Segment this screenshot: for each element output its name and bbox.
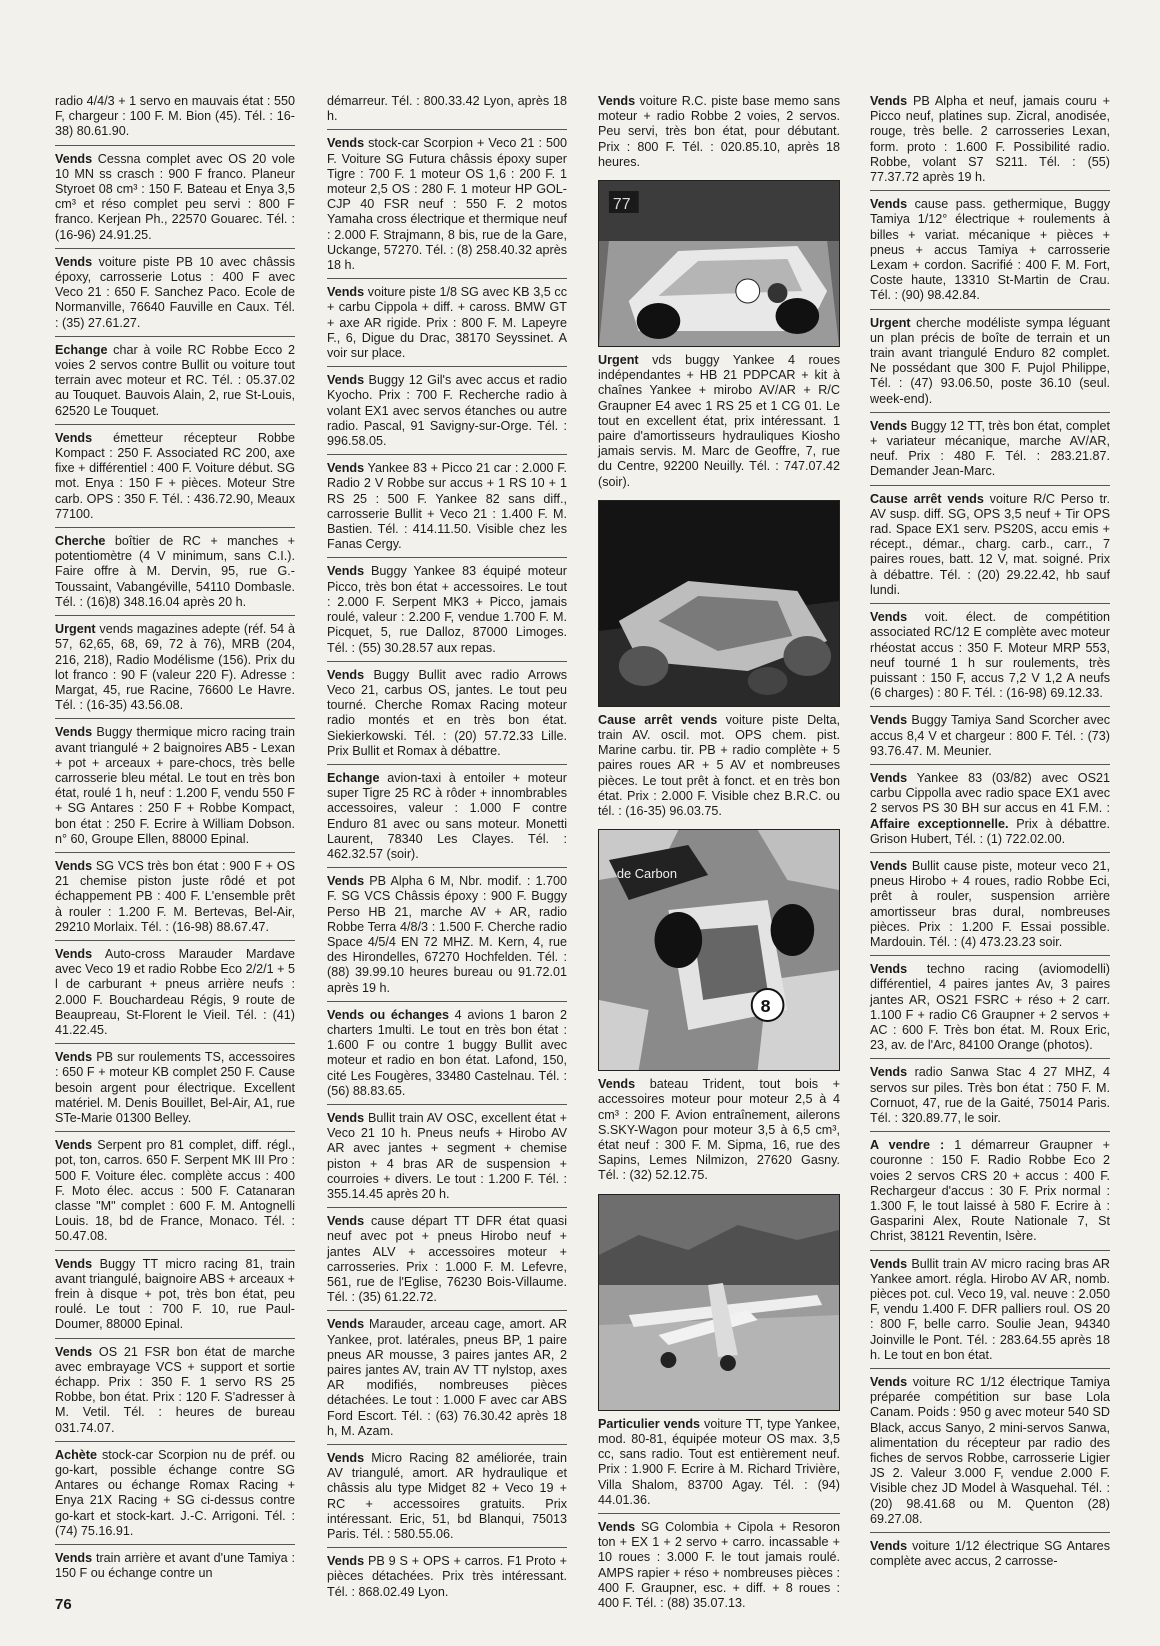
classified-ad — [55, 425, 295, 528]
ad-keyword: Echange — [327, 770, 380, 785]
classified-ad — [327, 558, 567, 661]
classified-ad — [55, 528, 295, 616]
classified-ad — [327, 868, 567, 1002]
ad-body: Yankee 83 (03/82) avec OS21 carbu Cippolla avec radio space EX1 avec 2 servos PS 30 BH sur accus en 41 F.M. : — [870, 770, 1110, 816]
ad-text — [870, 1138, 1110, 1244]
ad-keyword: Vends — [55, 1256, 93, 1271]
classified-ad — [870, 1251, 1110, 1369]
classified-ad — [327, 662, 567, 765]
ad-text — [327, 1451, 567, 1542]
classified-ad — [870, 707, 1110, 765]
classified-ad — [55, 1339, 295, 1442]
ad-text — [55, 1257, 295, 1333]
ad-text — [327, 564, 567, 655]
classified-ad — [55, 337, 295, 425]
classified-ad — [55, 719, 295, 853]
ad-body: stock-car Scorpion + Veco 21 : 500 F. Voiture SG Futura châssis époxy super Tigre : 700 F. 1 moteur OS 1,6 : 200 F. 1 moteur 2,5 OS : 280 F. 1 moteur HP GOL-CJP 40 FSR neuf : 550 F. 2 motos Yamaha cross électrique et thermique neuf : 2.000 F. Strajmann, 8 bis, rue de la Gare, Uckange, 57270. Tél. : (8) 258.40.32 après 18 h. — [327, 136, 567, 273]
ad-keyword: Vends — [870, 1539, 908, 1554]
photo-model-plane — [598, 1194, 840, 1411]
photo-buggy-night — [598, 500, 840, 707]
ad-keyword: Vends ou échanges — [327, 1007, 449, 1022]
column-2 — [327, 94, 567, 1605]
ad-text — [55, 947, 295, 1038]
ad-body: avion-taxi à entoiler + moteur super Tigre 25 RC à rôder + innombrables accessoires, valeur : 1.000 F contre Enduro 81 avec ou sans moteur. Monetti Laurent, 78340 Les Clayes. Tél. : 462.32.57 (soir). — [327, 770, 567, 861]
ad-keyword: Urgent — [55, 622, 96, 637]
ad-text — [870, 1257, 1110, 1363]
ad-text — [55, 725, 295, 847]
ad-body: voiture R.C. piste base memo sans moteur + radio Robbe 2 voies, 2 servos. Peu servi, très bon état, pour débutant. Prix : 800 F. Tél. : 020.85.10, après 18 heures. — [598, 94, 840, 169]
ad-keyword: Vends — [327, 667, 365, 682]
classified-ad — [55, 941, 295, 1044]
ad-body: Prix à débattre. Grison Hubert, Tél. : (1) 722.02.00. — [870, 816, 1111, 846]
classified-ad — [870, 1369, 1110, 1533]
ad-text — [327, 771, 567, 862]
classified-ad — [327, 367, 567, 455]
ad-keyword: Vends — [327, 461, 365, 476]
ad-body: 1 démarreur Graupner + couronne : 150 F. Radio Robbe Eco 2 voies 2 servos CRS 20 + accus : 400 F. Rechargeur d'accus : 30 F. Prix normal : 1.300 F, le tout laissé à 580 F. Ecrire à : Gasparini Alex, Route Nationale 7, St Christ, 38121 Reventin, Isère. — [870, 1138, 1110, 1244]
ad-body: voiture TT, type Yankee, mod. 80-81, équipée moteur OS max. 3,5 cc, sans radio. Tout est entièrement neuf. Prix : 1.900 F. Ecrire à M. Richard Trivière, Villa Shalom, 83700 Agay. Tél. : (94) 44.01.36. — [598, 1416, 840, 1507]
ad-body: Cessna complet avec OS 20 vole 10 MN ss crasch : 900 F franco. Planeur Styroet 08 cm³ : 150 F. Bateau et Enya 3,5 cm³ et réso complet peu servi : 800 F franco. Kerjean Ph., 22570 Gouarec. Tél. : (16-96) 24.91.25. — [55, 151, 295, 242]
classified-ad — [870, 765, 1110, 853]
ad-keyword: Vends — [55, 151, 93, 166]
ad-text — [870, 859, 1110, 950]
ad-text — [55, 1138, 295, 1244]
ad-body: boîtier de RC + manches + potentiomètre (4 V minimum, sans C.I.). Faire offre à M. Dervin, 95, rue G.-Toussaint, Vabangéville, 54110 Dombasle. Tél. : (16)8) 348.16.04 après 20 h. — [55, 534, 295, 609]
ad-text — [870, 419, 1110, 480]
ad-body: vends magazines adepte (réf. 54 à 57, 62,65, 68, 69, 72 à 76), MRB (204, 216, 218), Radio Modélisme (156). Prix du lot franco : 90 F (valeur 220 F). Adresse : Margat, 45, rue Racine, 76600 Le Havre. Tél. : (16-35) 43.56.08. — [55, 622, 295, 713]
ad-body: char à voile RC Robbe Ecco 2 voies 2 servos contre Bullit ou voiture tout terrain avec moteur et RC. Tél. : 05.37.02 au Touquet. Bauvois Alain, 2, rue St-Louis, 62520 Le Touquet. — [55, 342, 295, 418]
ad-keyword: Vends — [55, 1050, 93, 1065]
ad-text — [55, 431, 295, 522]
classified-ad — [870, 1059, 1110, 1132]
classified-ad — [870, 604, 1110, 707]
classified-ad — [55, 94, 295, 146]
ad-body: Buggy Yankee 83 équipé moteur Picco, très bon état + accessoires. Le tout : 2.000 F. Serpent MK3 + Picco, jamais roulé, valeur : 2.200 F, vendue 1.700 F. M. Picquet, 5, rue Dalloz, 87000 Limoges. Tél. : (55) 30.28.57 aux repas. — [327, 564, 567, 655]
classified-ad — [598, 713, 840, 824]
ad-keyword: Vends — [327, 285, 365, 300]
ad-body: PB sur roulements TS, accessoires : 650 F + moteur KB complet 250 F. Cause besoin argent pour électrique. Excellent matériel. M. Denis Bouillet, Bel-Air, A1, rue STe-Marie 01300 Belley. — [55, 1050, 295, 1125]
ad-keyword: Vends — [55, 430, 93, 445]
classified-ad — [327, 1548, 567, 1605]
ad-keyword: Vends — [870, 94, 908, 108]
ad-text — [870, 492, 1110, 598]
ad-body: voiture piste Delta, train AV. oscil. mot. OPS chem. pist. Marine carbu. tir. PB + radio complète + 5 paires roues AR + 5 AV et nombreuses pièces. Le tout prêt à fonct. et en très bon état. Prix : 2.000 F. Visible chez B.R.C. ou tél. : (16-35) 96.03.75. — [598, 712, 840, 819]
ad-keyword: Vends — [870, 962, 908, 977]
classified-ad — [327, 1002, 567, 1105]
ad-text — [55, 859, 295, 935]
classified-ad — [55, 616, 295, 719]
ad-body: Bullit train AV OSC, excellent état + Veco 21 10 h. Pneus neufs + Hirobo AV AR avec jantes + segment + chemise piston + 4 bras AR de suspension + courroies + divers. Le tout : 1.200 F. Tél. : 355.14.45 après 20 h. — [327, 1110, 567, 1201]
ad-text — [870, 197, 1110, 303]
ad-body: voit. élect. de compétition associated RC/12 E complète avec moteur rhéostat accus : 350 F. Moteur MRP 553, neuf tourné 1 h sur roulements, très puissant : 150 F, accus 7,2 V 1,2 A neufs (6 charges) : 80 F. Tél. : (16-98) 69.12.33. — [870, 610, 1110, 701]
photo-race-car — [598, 180, 840, 347]
photo-banner-text: de Carbon — [616, 866, 678, 882]
ad-keyword: Vends — [55, 1138, 93, 1153]
ad-text — [870, 771, 1110, 847]
ad-text — [327, 1317, 567, 1439]
ad-keyword: Cause arrêt vends — [598, 712, 718, 727]
classified-ad — [870, 413, 1110, 486]
column-1 — [55, 94, 295, 1586]
classified-ad — [327, 1105, 567, 1208]
ad-body: train arrière et avant d'une Tamiya : 150 F ou échange contre un — [55, 1551, 295, 1581]
ad-body: vds buggy Yankee 4 roues indépendantes + HB 21 PDPCAR + kit à chaînes Yankee + mirobo AV/AR + R/C Graupner E4 avec 1 RS 25 et 1 CG 01. Le tout en excellent état, prix intéressant. 1 paire d'amortisseurs hydrauliques Kiosho jamais servis. M. Marc de Geoffre, 7, rue du Centre, 92200 Neuilly. Tél. : 747.07.42 (soir). — [598, 353, 840, 489]
ad-body: voiture 1/12 électrique SG Antares complète avec accus, 2 carrosse- — [870, 1539, 1110, 1569]
ad-text — [870, 316, 1110, 407]
ad-highlight: Affaire exceptionnelle. — [870, 816, 1009, 831]
ad-text — [870, 610, 1110, 701]
ad-body: OS 21 FSR bon état de marche avec embrayage VCS + support et sortie échapp. Prix : 350 F. 1 servo RS 25 Robbe, bon état. Prix : 120 F. S'adresser à M. Vetil. Tél. : heures de bureau 031.74.07. — [55, 1344, 295, 1435]
ad-body: Auto-cross Marauder Mardave avec Veco 19 et radio Robbe Eco 2/2/1 + 5 l de carburant + pneus arrière neufs : 2.000 F. Bouchardeau Régis, 9 route de Beaupreau, St-Florent le Vieil. Tél. : (41) 41.22.45. — [55, 946, 295, 1037]
ad-keyword: Vends — [327, 1317, 365, 1332]
classified-ad — [327, 279, 567, 367]
ad-text — [55, 255, 295, 331]
ad-body: Micro Racing 82 améliorée, train AV triangulé, amort. AR hydraulique et châssis alu type Midget 82 + Veco 19 + RC + accessoires gratuits. Prix intéressant. Eric, 51, bd Blanqui, 75013 Paris. Tél. : 580.55.06. — [327, 1451, 567, 1542]
ad-keyword: Vends — [870, 770, 908, 785]
ad-text — [55, 343, 295, 419]
classified-ad — [870, 310, 1110, 413]
ad-body: voiture RC 1/12 électrique Tamiya préparée compétition sur base Lola Canam. Poids : 950 g avec moteur 540 SD Black, accus Sanyo, 2 mini-servos Sanwa, alimentation du récepteur par radio des fiches de servos Robbe, carrosserie Ligier JS 2. Valeur 3.000 F, vendue 2.000 F. Visible chez JD Model à Wasquehal. Tél. : (20) 98.41.68 ou M. Quenton (28) 69.27.08. — [870, 1375, 1110, 1526]
ad-keyword: Vends — [327, 373, 365, 388]
ad-keyword: Urgent — [870, 315, 911, 330]
ad-body: PB 9 S + OPS + carros. F1 Proto + pièces détachées. Prix très intéressant. Tél. : 868.02.49 Lyon. — [327, 1554, 567, 1599]
ad-keyword: Vends — [870, 1256, 908, 1271]
ad-text — [327, 373, 567, 449]
ad-text — [327, 285, 567, 361]
ad-body: Bullit cause piste, moteur veco 21, pneus Hirobo + 4 roues, radio Robbe Eci, prêt à rouler, suspension arrière amortisseur bras dural, nombreuses pièces. Prix : 1.200 F. Essai possible. Mardouin. Tél. : (4) 473.23.23 soir. — [870, 858, 1110, 949]
ad-keyword: Vends — [870, 610, 908, 625]
ad-keyword: Vends — [870, 858, 908, 873]
ad-keyword: Vends — [598, 94, 636, 108]
ad-text — [327, 1554, 567, 1600]
ad-text — [327, 94, 567, 124]
ad-body: émetteur récepteur Robbe Kompact : 250 F. Associated RC 200, axe fixe + différentiel : 400 F. Voiture début. SG mot. Enya : 150 F + pièces. Moteur Stre carb. OPS : 350 F. Tél. : 436.72.90, Meaux 77100. — [55, 430, 295, 521]
ad-body: PB Alpha 6 M, Nbr. modif. : 1.700 F. SG VCS Châssis époxy : 900 F. Buggy Perso HB 21, marche AV + AR, radio Robbe Terra 4/8/3 : 1.500 F. Cherche radio Space 4/5/4 EN 72 MHZ. M. Kern, 4, rue des Hirondelles, 67270 Hochfelden. Tél. : (88) 39.99.10 heures bureau ou 91.72.01 après 19 h. — [327, 874, 567, 995]
classified-ad — [870, 956, 1110, 1059]
ad-body: radio 4/4/3 + 1 servo en mauvais état : 550 F, chargeur : 100 F. M. Bion (45). Tél. : 16-38) 80.61.90. — [55, 94, 295, 139]
ad-text — [598, 1077, 840, 1183]
ad-body: radio Sanwa Stac 4 27 MHZ, 4 servos sur piles. Très bon état : 750 F. M. Cornuot, 47, rue de la Gaité, 75014 Paris. Tél. : 320.89.77, le soir. — [870, 1065, 1110, 1125]
classified-ad — [55, 1545, 295, 1586]
page-number: 76 — [55, 1596, 72, 1613]
classified-ad — [327, 765, 567, 868]
classified-ad — [870, 191, 1110, 309]
classified-ad — [598, 1514, 840, 1616]
ad-text — [598, 1417, 840, 1508]
ad-keyword: Vends — [55, 725, 93, 740]
ad-body: cherche modéliste sympa léguant un plan précis de boîte de terrain et un train avant triangulé Enduro 82 complet. Ne possédant que 300 F. Pujol Philippe, Tél. : (47) 93.06.50, poste 36.10 (seul. week-end). — [870, 315, 1110, 406]
ad-text — [870, 1375, 1110, 1527]
ad-keyword: Vends — [870, 197, 908, 212]
ad-text — [870, 713, 1110, 759]
ad-keyword: Vends — [327, 1554, 365, 1569]
ad-text — [598, 94, 840, 170]
ad-text — [327, 1111, 567, 1202]
ad-keyword: Vends — [55, 946, 93, 961]
ad-text — [327, 136, 567, 273]
ad-body: techno racing (aviomodelli) différentiel, 4 paires jantes Av, 3 paires jantes AR, OS21 FSRC + réso + 2 carr. 1.100 F + radio C6 Graupner + 2 servos + AC : 600 F. Très bon état. M. Roux Eric, 23, av. de l'Arc, 84100 Orange (photos). — [870, 962, 1110, 1053]
ad-body: voiture piste 1/8 SG avec KB 3,5 cc + carbu Cippola + diff. + caross. BMW GT + axe AR rigide. Prix : 800 F. M. Lapeyre F., 6, Digue du Drac, 38170 Seyssinet. A voir sur place. — [327, 285, 567, 361]
classified-ad — [870, 94, 1110, 191]
classified-ad — [327, 1445, 567, 1548]
ad-keyword: Vends — [598, 1077, 636, 1092]
ad-body: 4 avions 1 baron 2 charters 1multi. Le tout en très bon état : 1.600 F ou contre 1 buggy Bullit avec moteur et radio en bon état. Lafond, 150, cité Les Fougères, 33480 Castelnau. Tél. : (56) 88.83.65. — [327, 1007, 567, 1098]
ad-keyword: Echange — [55, 342, 108, 357]
classified-ad — [870, 1533, 1110, 1574]
classified-ad — [55, 249, 295, 337]
classified-ad — [55, 1251, 295, 1339]
ad-text — [598, 1520, 840, 1611]
ad-body: Buggy thermique micro racing train avant triangulé + 2 baignoires AB5 - Lexan + pot + arceaux + pare-chocs, très belle carrosserie bleu métal. Le tout en très bon état, roulé 1 h, neuf : 1.200 F, vendu 550 F + SG Antares : 250 F + Robbe Kompact, bon état : 250 F. Ecrire à William Dobson. n° 60, Groupe Ellen, 88000 Epinal. — [55, 725, 295, 846]
ad-text — [55, 1448, 295, 1539]
ad-body: Buggy 12 Gil's avec accus et radio Kyocho. Prix : 700 F. Recherche radio à volant EX1 avec servos étanches ou autre radio. Pascal, 91 Savigny-sur-Orge. Tél. : 996.58.05. — [327, 373, 567, 449]
ad-text — [327, 668, 567, 759]
classified-ad — [870, 1132, 1110, 1250]
ad-body: Marauder, arceau cage, amort. AR Yankee, prot. latérales, pneus BP, 1 paire pneus AR mousse, 3 paires jantes AR, 2 paires jantes AV, train AV TT nylstop, axes AR modifiés, nombreuses pièces détachées. Le tout : 1.000 F avec car ABS Ford Escort. Tél. : (63) 76.30.42 après 18 h, M. Azam. — [327, 1317, 567, 1438]
ad-text — [55, 94, 295, 140]
ad-body: PB Alpha et neuf, jamais couru + Picco neuf, platines sup. Zicral, anodisée, rouge, très belle. 2 carrosseries Lexan, form. proto : 1.600 F. Possibilité radio. Robbe, volant S7 S211. Tél. : (55) 77.37.72 après 19 h. — [870, 94, 1110, 185]
ad-keyword: Particulier vends — [598, 1416, 701, 1431]
ad-keyword: Vends — [870, 1065, 908, 1080]
ad-text — [55, 534, 295, 610]
ad-keyword: Vends — [55, 1551, 93, 1566]
ad-text — [870, 94, 1110, 185]
classified-ad — [598, 1417, 840, 1514]
classified-ad — [598, 353, 840, 495]
ad-body: Buggy TT micro racing 81, train avant triangulé, baignoire ABS + arceaux + frein à disque + pot, très bon état, peu roulé. Le tout : 700 F. 10, rue Paul-Doumer, 88000 Epinal. — [55, 1256, 295, 1332]
photo-sticker-number: 77 — [612, 195, 631, 214]
ad-keyword: Vends — [327, 136, 365, 151]
ad-keyword: Cause arrêt vends — [870, 491, 984, 506]
ad-text — [598, 353, 840, 490]
ad-text — [870, 1539, 1110, 1569]
ad-body: Buggy Tamiya Sand Scorcher avec accus 8,4 V et chargeur : 800 F. Tél. : (73) 93.76.47. M. Meunier. — [870, 713, 1110, 758]
ad-text — [598, 713, 840, 819]
ad-keyword: Cherche — [55, 534, 106, 549]
column-4 — [870, 94, 1110, 1574]
ad-body: stock-car Scorpion nu de préf. ou go-kart, possible échange contre SG Antares ou échange Romax Racing + Enya 21X Racing + SG ci-dessus contre go-kart et stock-kart. J.-C. Arrigoni. Tél. : (74) 75.16.91. — [55, 1447, 295, 1538]
ad-keyword: Vends — [327, 874, 365, 889]
classified-ad — [55, 1044, 295, 1132]
ad-body: cause départ TT DFR état quasi neuf avec pot + pneus Hirobo neuf + jantes ALV + accessoires moteur + carrosseries. Prix : 1.000 F. M. Lefevre, 561, rue de l'Eglise, 76230 Bois-Villaume. Tél. : (35) 61.22.72. — [327, 1214, 567, 1305]
classified-ad — [55, 1442, 295, 1545]
ad-body: bateau Trident, tout bois + accessoires moteur pour moteur 2,5 à 4 cm³ : 200 F. Avion entraînement, ailerons S.SKY-Wagon pour moteur 3,5 à 6,5 cm³, état neuf : 300 F. M. Sipma, 16, rue des Sapins, Lemes Nilmizon, 27620 Gasny. Tél. : (32) 52.12.75. — [598, 1077, 840, 1183]
ad-body: Buggy 12 TT, très bon état, complet + variateur mécanique, marche AV/AR, neuf. Prix : 480 F. Tél. : 283.21.87. Demander Jean-Marc. — [870, 418, 1110, 479]
ad-body: Yankee 83 + Picco 21 car : 2.000 F. Radio 2 V Robbe sur accus + 1 RS 10 + 1 RS 25 : 500 F. Yankee 82 sans diff., carrosserie Bullit + Veco 21 : 1.400 F. M. Bastien. Tél. : 414.11.50. Visible chez les Fanas Cergy. — [327, 461, 567, 552]
ad-keyword: Vends — [55, 858, 93, 873]
ad-body: démarreur. Tél. : 800.33.42 Lyon, après 18 h. — [327, 94, 567, 124]
classified-ad — [327, 455, 567, 558]
photo-car-number: 8 — [760, 996, 771, 1017]
ad-text — [870, 1065, 1110, 1126]
classified-ad — [55, 853, 295, 941]
classified-ad — [870, 486, 1110, 604]
ad-keyword: Vends — [327, 1214, 365, 1229]
ad-keyword: Vends — [55, 254, 93, 269]
ad-text — [55, 152, 295, 243]
classified-ad — [327, 130, 567, 279]
ad-body: SG Colombia + Cipola + Resoron ton + EX 1 + 2 servo + carro. incassable + 10 roues : 3.000 F. le tout jamais roulé. AMPS rapier + réso + nombreuses pièces : 400 F. Graupner, esc. + diff. + 8 roues : 400 F. Tél. : (88) 35.07.13. — [598, 1519, 840, 1610]
ad-keyword: Vends — [598, 1519, 636, 1534]
classified-ad — [598, 94, 840, 175]
ad-text — [327, 874, 567, 996]
ad-keyword: Urgent — [598, 353, 639, 368]
classified-ad — [327, 94, 567, 130]
ad-body: cause pass. gethermique, Buggy Tamiya 1/12° électrique + roulements à billes + variat. mécanique + pièces + pneus + accus Tamiya + carrosserie Lexam + cordon. Sacrifié : 400 F. M. Fort, Coste haute, 13310 St-Martin de Crau. Tél. : (90) 98.42.84. — [870, 197, 1110, 303]
ad-keyword: Vends — [870, 1375, 908, 1390]
ad-text — [55, 1551, 295, 1581]
ad-text — [327, 1214, 567, 1305]
ad-keyword: Vends — [870, 418, 908, 433]
ad-body: Buggy Bullit avec radio Arrows Veco 21, carbus OS, jantes. Le tout peu tourné. Cherche Romax Racing moteur radio montés et en très bon état. Siekierkowski. Tél. : (20) 57.72.33 Lille. Prix Bullit et Romax à débattre. — [327, 667, 567, 758]
ad-keyword: A vendre : — [870, 1138, 945, 1153]
ad-keyword: Achète — [55, 1447, 97, 1462]
classified-ad — [327, 1311, 567, 1445]
classified-ad — [870, 853, 1110, 956]
photo-buggy-rocks — [598, 829, 840, 1071]
classified-ad — [55, 146, 295, 249]
column-3 — [598, 94, 840, 1616]
classified-ad — [598, 1077, 840, 1188]
ad-keyword: Vends — [327, 1110, 365, 1125]
ad-body: voiture R/C Perso tr. AV susp. diff. SG, OPS 3,5 neuf + Tir OPS rad. Space EX1 serv. PS20S, accu emis + récept., démar., charg. carb., carr., 7 paires roues, batt. 12 V, mat. soigné. Prix à débattre. Tél. : (20) 29.22.42, hb sauf lundi. — [870, 491, 1110, 597]
ad-keyword: Vends — [327, 564, 365, 579]
ad-text — [327, 1008, 567, 1099]
ad-keyword: Vends — [870, 713, 908, 728]
ad-keyword: Vends — [327, 1451, 365, 1466]
ad-text — [55, 622, 295, 713]
ad-text — [870, 962, 1110, 1053]
classified-ad — [55, 1132, 295, 1250]
ad-body: SG VCS très bon état : 900 F + OS 21 chemise piston juste rôdé et pot échappement PB : 400 F. L'ensemble prêt à rouler : 1.200 F. M. Bertevas, Bel-Air, 29210 Morlaix. Tél. : (16-98) 88.67.47. — [55, 858, 295, 934]
ad-body: voiture piste PB 10 avec châssis époxy, carrosserie Lotus : 400 F avec Veco 21 : 650 F. Sanchez Paco. Ecole de Normanville, 76640 Fauville en Caux. Tél. : (35) 27.61.27. — [55, 254, 295, 330]
ad-text — [327, 461, 567, 552]
ad-body: Serpent pro 81 complet, diff. régl., pot, ton, carros. 650 F. Serpent MK III Pro : 500 F. Voiture élec. complète accus : 400 F. Moto élec. accus : 500 F. Catanaran classe "M" complet : 600 F. M. Antognelli Louis. 18, bd de France, Monaco. Tél. : 50.47.08. — [55, 1138, 295, 1244]
ad-body: Bullit train AV micro racing bras AR Yankee amort. régla. Hirobo AV AR, nomb. pièces pot. cul. Veco 19, val. neuve : 2.050 F, vendu 1.400 F. DFR palliers roul. OS 20 : 800 F, belle carro. Soulie Jean, 94340 Joinville le Pont. Tél. : 283.64.55 après 18 h. Le tout en bon état. — [870, 1256, 1110, 1362]
ad-text — [55, 1345, 295, 1436]
ad-text — [55, 1050, 295, 1126]
ad-keyword: Vends — [55, 1344, 93, 1359]
classified-ad — [327, 1208, 567, 1311]
